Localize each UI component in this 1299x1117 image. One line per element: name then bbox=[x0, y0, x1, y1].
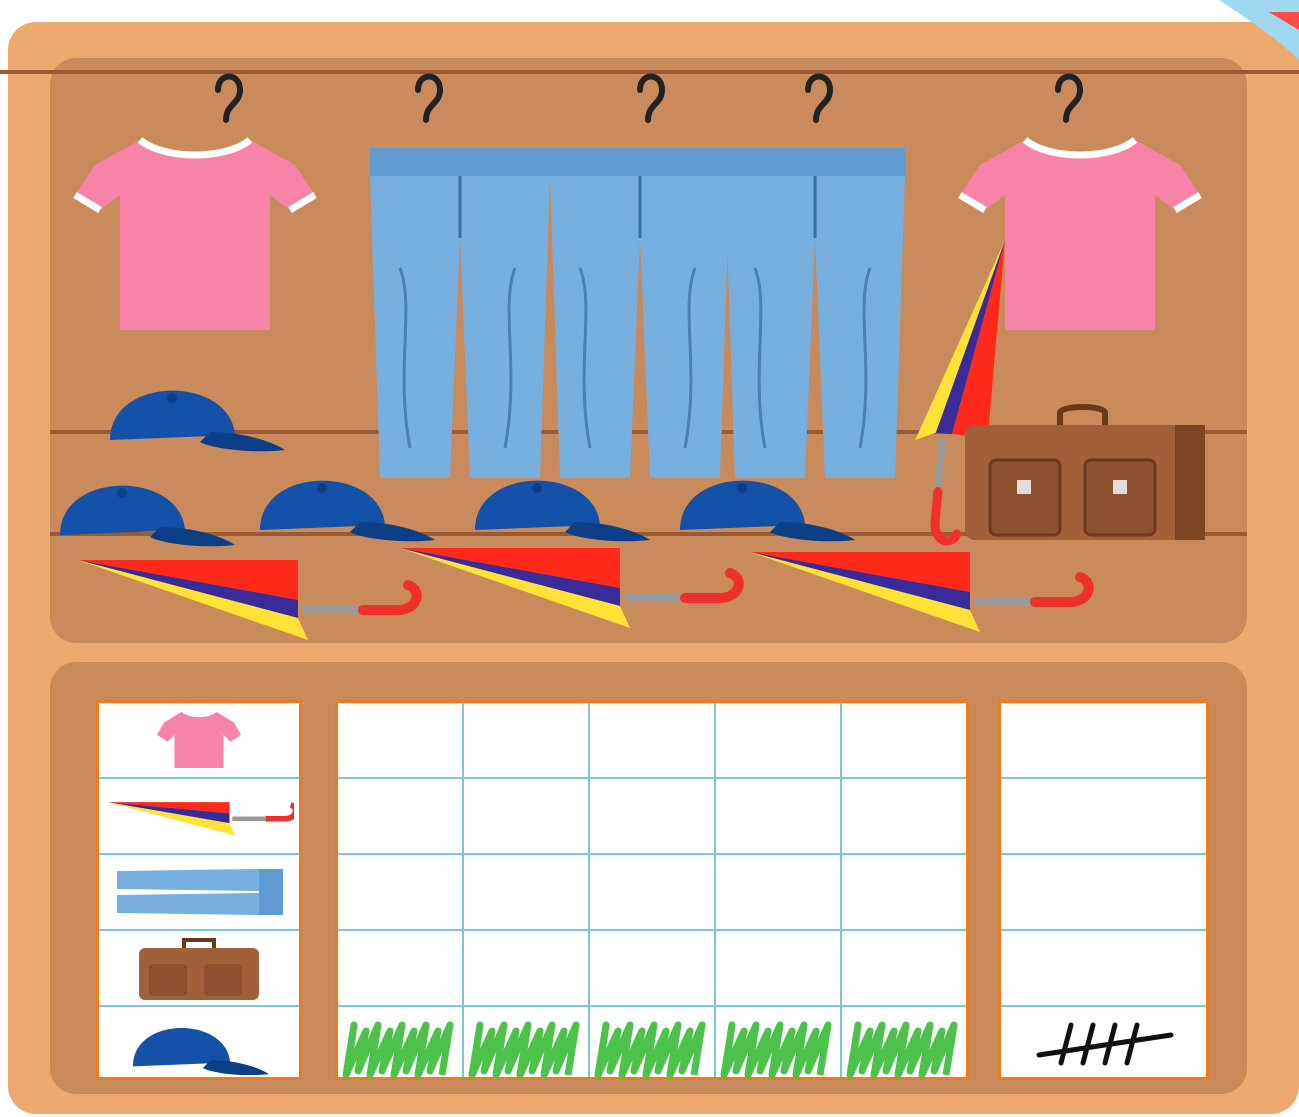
umbrella-1 bbox=[78, 560, 417, 640]
scribble-cell bbox=[850, 1025, 954, 1075]
bag bbox=[965, 407, 1205, 540]
umbrella-2 bbox=[400, 548, 739, 628]
legend-row-cap bbox=[99, 1007, 299, 1083]
scribble-cell bbox=[346, 1025, 450, 1075]
legend-row-tshirt bbox=[99, 703, 299, 779]
jeans-1 bbox=[370, 148, 550, 478]
scribble-cell bbox=[472, 1025, 576, 1075]
tally-column[interactable] bbox=[998, 700, 1209, 1080]
scribble-cell bbox=[598, 1025, 702, 1075]
umbrella-icon bbox=[104, 791, 294, 841]
pictograph-grid[interactable] bbox=[335, 700, 969, 1080]
cap-3 bbox=[260, 481, 435, 542]
tshirt-1 bbox=[75, 140, 315, 330]
cap-5 bbox=[680, 481, 855, 542]
jeans-2 bbox=[550, 148, 730, 478]
scribble-cell bbox=[724, 1025, 828, 1075]
cap-4 bbox=[475, 481, 650, 542]
legend-row-bag bbox=[99, 931, 299, 1007]
cap-icon bbox=[129, 1015, 269, 1075]
legend-row-umbrella bbox=[99, 779, 299, 855]
bag-icon bbox=[134, 936, 264, 1001]
cap-2 bbox=[60, 486, 235, 547]
cap-1 bbox=[110, 391, 285, 452]
tally-mark-five bbox=[1031, 1019, 1181, 1069]
legend-row-jeans bbox=[99, 855, 299, 931]
tshirt-icon bbox=[144, 705, 254, 775]
umbrella-3 bbox=[750, 552, 1089, 632]
grid-scribbles bbox=[338, 703, 972, 1083]
jeans-icon bbox=[109, 865, 289, 920]
item-legend bbox=[96, 700, 302, 1080]
jeans-3 bbox=[725, 148, 905, 478]
